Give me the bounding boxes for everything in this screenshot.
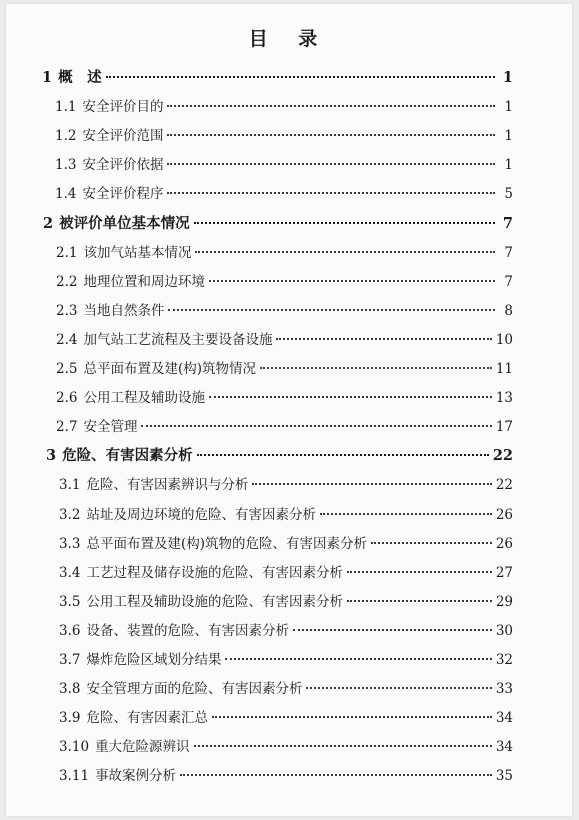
toc-entry-number: 3.8 <box>59 681 81 698</box>
toc-entry-number: 3.4 <box>59 564 81 581</box>
toc-section-entry <box>56 415 513 435</box>
toc-section-entry <box>59 503 513 523</box>
toc-entry-page-number: 8 <box>504 302 513 319</box>
toc-entry-number: 1.1 <box>55 99 77 116</box>
toc-entry-label: 安全评价程序 <box>82 186 164 203</box>
toc-entry-label: 公用工程及辅助设施 <box>83 390 205 407</box>
toc-entry-label: 危险、有害因素分析 <box>62 447 193 465</box>
toc-entry-page-number: 22 <box>492 447 513 465</box>
toc-chapter-entry <box>42 66 513 87</box>
toc-entry-page-number: 34 <box>495 739 513 756</box>
toc-entry-number: 2.7 <box>56 419 78 436</box>
dot-leader <box>225 658 491 660</box>
toc-entry-label: 设备、装置的危险、有害因素分析 <box>86 622 289 639</box>
toc-section-entry <box>55 182 513 202</box>
toc-entry-number: 3.7 <box>59 652 81 668</box>
dot-leader <box>195 251 495 253</box>
toc-entry-label: 爆炸危险区域划分结果 <box>86 652 222 668</box>
toc-entry-label: 安全评价依据 <box>82 157 164 174</box>
toc-entry-page-number: 17 <box>495 419 513 436</box>
toc-chapter-entry <box>46 444 513 465</box>
toc-section-entry <box>59 677 513 697</box>
toc-chapter-entry <box>43 212 513 233</box>
toc-section-entry <box>56 270 513 290</box>
toc-entry-number: 2.1 <box>56 244 78 261</box>
dot-leader <box>320 513 492 515</box>
toc-entry-page-number: 10 <box>495 331 513 348</box>
toc-entry-page-number: 26 <box>495 506 513 523</box>
toc-entry-label: 安全评价目的 <box>82 99 164 116</box>
toc-section-entry <box>59 648 513 668</box>
toc-entry-page-number: 26 <box>495 535 513 552</box>
toc-entry-page-number: 1 <box>502 69 513 86</box>
toc-entry-label: 被评价单位基本情况 <box>59 214 190 232</box>
toc-entry-page-number: 13 <box>495 390 513 407</box>
toc-section-entry <box>56 299 513 319</box>
toc-entry-page-number: 7 <box>504 244 513 261</box>
toc-entry-number: 3.6 <box>59 622 81 639</box>
toc-section-entry <box>59 764 513 784</box>
document-page <box>6 4 572 816</box>
dot-leader <box>167 163 495 165</box>
toc-section-entry <box>59 735 513 755</box>
toc-entry-number: 1.2 <box>55 128 77 145</box>
toc-entry-label: 当地自然条件 <box>83 302 165 319</box>
toc-entry-number: 2.5 <box>56 361 78 377</box>
toc-entry-number: 2.4 <box>56 331 78 348</box>
toc-entry-label: 安全管理方面的危险、有害因素分析 <box>86 681 303 698</box>
toc-entry-label: 概 述 <box>58 69 102 86</box>
toc-entry-page-number: 27 <box>495 564 513 581</box>
toc-entry-number: 3.5 <box>59 593 81 610</box>
dot-leader <box>347 571 492 573</box>
dot-leader <box>209 396 492 398</box>
toc-entry-page-number: 22 <box>495 477 513 494</box>
toc-entry-label: 站址及周边环境的危险、有害因素分析 <box>86 506 316 523</box>
toc-entry-label: 安全评价范围 <box>82 128 164 145</box>
toc-entry-label: 公用工程及辅助设施的危险、有害因素分析 <box>86 593 343 610</box>
toc-entry-page-number: 7 <box>502 214 513 232</box>
toc-entry-page-number: 11 <box>495 361 513 377</box>
toc-entry-page-number: 32 <box>495 652 513 668</box>
dot-leader <box>371 542 492 544</box>
dot-leader <box>347 600 492 602</box>
toc-section-entry <box>59 590 513 610</box>
toc-entry-number: 1.3 <box>55 157 77 174</box>
dot-leader <box>194 222 495 224</box>
toc-entry-number: 3.9 <box>59 710 81 727</box>
toc-section-entry <box>56 328 513 348</box>
toc-entry-page-number: 29 <box>495 593 513 610</box>
dot-leader <box>212 716 492 718</box>
dot-leader <box>209 280 495 282</box>
toc-entry-page-number: 34 <box>495 710 513 727</box>
toc-entry-number: 3.2 <box>59 506 81 523</box>
dot-leader <box>168 309 495 311</box>
toc-entry-page-number: 33 <box>495 681 513 698</box>
dot-leader <box>180 774 492 776</box>
toc-entry-label: 危险、有害因素辨识与分析 <box>86 477 249 494</box>
toc-entry-page-number: 5 <box>504 186 513 203</box>
toc-entry-label: 安全管理 <box>83 419 138 436</box>
toc-entry-number: 2 <box>43 214 54 232</box>
toc-entry-number: 1 <box>42 69 53 86</box>
toc-entry-number: 3 <box>46 447 57 465</box>
dot-leader <box>167 192 495 194</box>
toc-section-entry <box>59 532 513 552</box>
dot-leader <box>141 425 491 427</box>
toc-section-entry <box>59 619 513 639</box>
toc-section-entry <box>56 386 513 406</box>
toc-section-entry <box>56 241 513 261</box>
toc-entry-label: 总平面布置及建(构)筑物情况 <box>83 361 257 377</box>
toc-section-entry <box>55 124 513 144</box>
toc-section-entry <box>59 561 513 581</box>
toc-section-entry <box>55 153 513 173</box>
toc-entry-page-number: 30 <box>495 622 513 639</box>
dot-leader <box>260 367 492 369</box>
toc-entry-label: 加气站工艺流程及主要设备设施 <box>83 331 273 348</box>
toc-entry-number: 2.2 <box>56 273 78 290</box>
toc-entry-label: 工艺过程及储存设施的危险、有害因素分析 <box>86 564 343 581</box>
toc-entry-label: 重大危险源辨识 <box>95 739 190 756</box>
toc-section-entry <box>59 706 513 726</box>
toc-entry-label: 地理位置和周边环境 <box>83 273 205 290</box>
toc-section-entry <box>59 473 513 493</box>
dot-leader <box>306 687 491 689</box>
toc-entry-label: 危险、有害因素汇总 <box>86 710 208 727</box>
toc-entry-number: 3.11 <box>59 768 90 785</box>
toc-entry-page-number: 7 <box>504 273 513 290</box>
dot-leader <box>167 105 495 107</box>
toc-entry-page-number: 35 <box>495 768 513 785</box>
toc-entry-label: 该加气站基本情况 <box>83 244 192 261</box>
toc-entry-page-number: 1 <box>504 99 513 116</box>
dot-leader <box>197 454 489 456</box>
dot-leader <box>252 483 491 485</box>
toc-entry-number: 2.3 <box>56 302 78 319</box>
dot-leader <box>194 745 492 747</box>
toc-entry-page-number: 1 <box>504 128 513 145</box>
toc-entry-number: 3.3 <box>59 535 81 552</box>
toc-entry-number: 1.4 <box>55 186 77 203</box>
toc-entry-page-number: 1 <box>504 157 513 174</box>
toc-entry-label: 事故案例分析 <box>95 768 177 785</box>
toc-section-entry <box>55 95 513 115</box>
toc-entry-number: 2.6 <box>56 390 78 407</box>
toc-entry-number: 3.1 <box>59 477 81 494</box>
dot-leader <box>293 629 492 631</box>
page-title: 目 录 <box>248 28 330 50</box>
dot-leader <box>167 134 495 136</box>
toc-section-entry <box>56 357 513 377</box>
toc-entry-label: 总平面布置及建(构)筑物的危险、有害因素分析 <box>86 535 368 552</box>
toc-entry-number: 3.10 <box>59 739 90 756</box>
dot-leader <box>106 76 495 78</box>
dot-leader <box>276 338 491 340</box>
